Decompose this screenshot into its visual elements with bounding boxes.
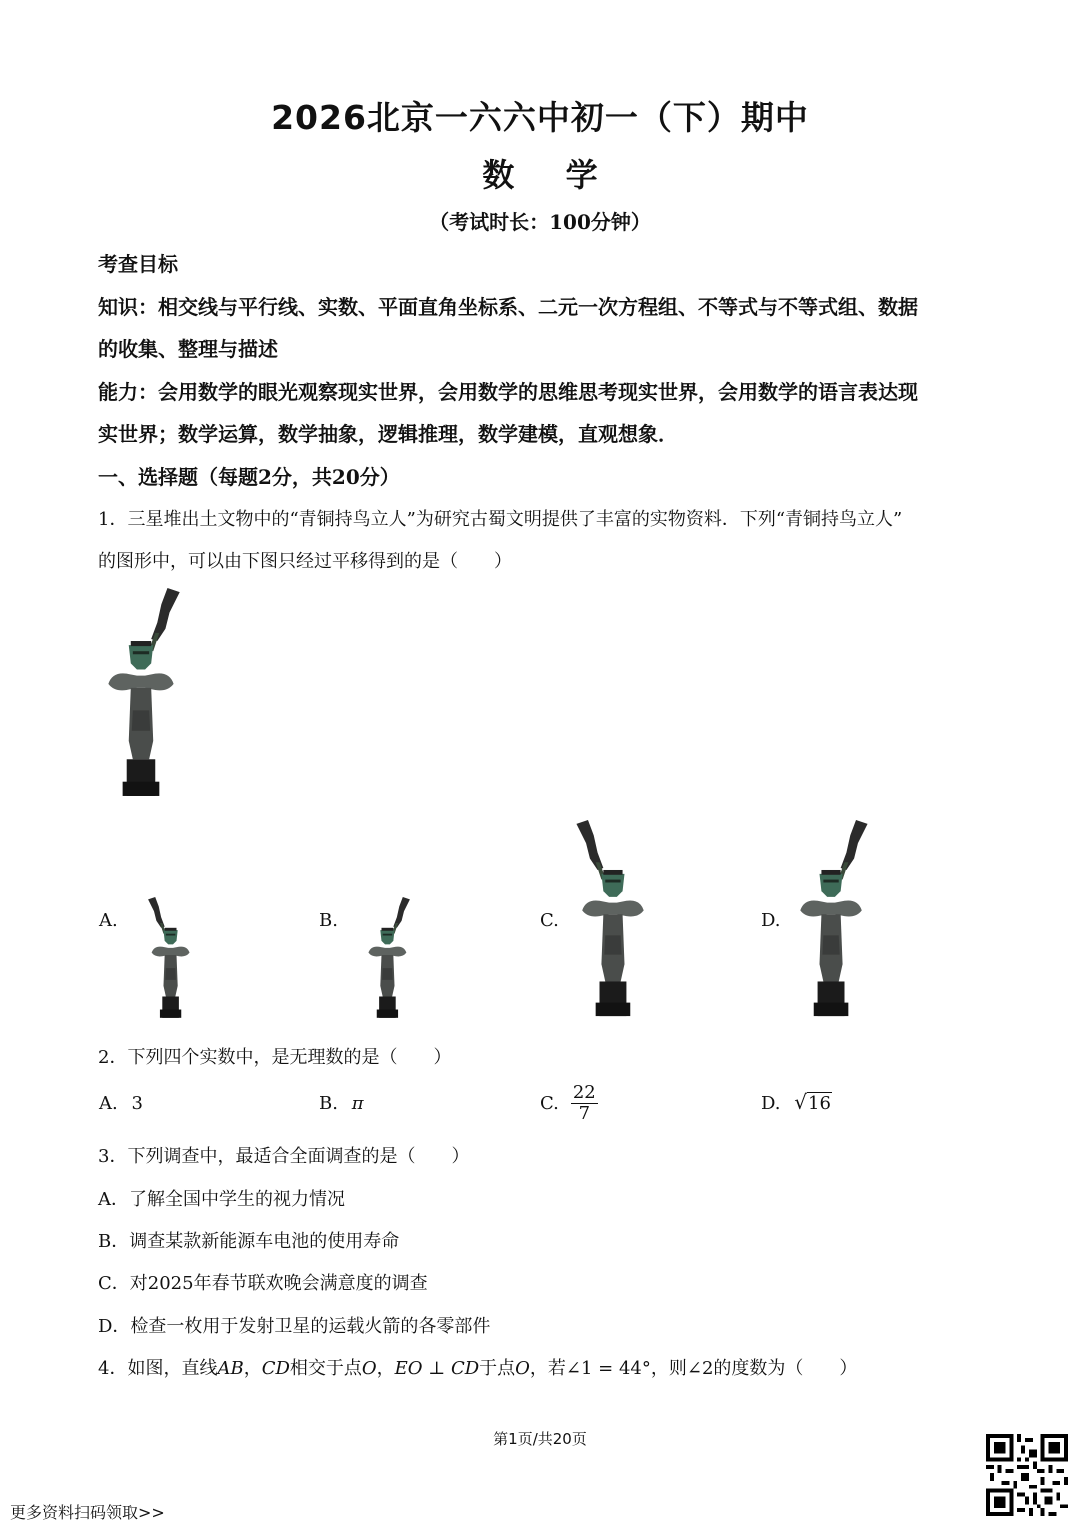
question-3-option-c: C．对2025年春节联欢晚会满意度的调查: [98, 1273, 428, 1294]
question-1-option-d-label: D.: [761, 910, 781, 931]
page-number: 第1页/共20页: [493, 1430, 587, 1448]
option-b-label: B.: [319, 1093, 338, 1114]
question-2-option-b: [319, 1093, 364, 1114]
question-2-option-c: [540, 1076, 598, 1130]
more-resources-link[interactable]: 更多资料扫码领取>>: [10, 1503, 165, 1522]
option-b-value: π: [351, 1093, 364, 1114]
question-1-option-a-label: A.: [99, 910, 118, 931]
question-1-line-1: 1．三星堆出土文物中的“青铜持鸟立人”为研究古蜀文明提供了丰富的实物资料．下列“青铜持鸟立人”: [98, 509, 903, 530]
option-a-label: A.: [99, 1093, 118, 1114]
question-4-stem: [98, 1354, 998, 1380]
bronze-figure-option-a-image: [142, 897, 198, 1019]
q4-line-ab: AB: [217, 1358, 244, 1379]
exam-duration: （考试时长：100分钟）: [429, 210, 651, 234]
question-1-option-b-label: B.: [319, 910, 338, 931]
fraction-numerator: 22: [572, 1081, 596, 1103]
q4-text-1: 4．如图，直线: [98, 1358, 218, 1379]
q4-text-2: ，: [243, 1358, 262, 1379]
bronze-figure-reference-image: [96, 588, 188, 798]
objectives-knowledge-line-1: 知识：相交线与平行线、实数、平面直角坐标系、二元一次方程组、不等式与不等式组、数据: [98, 295, 918, 319]
q4-text-5: 于点: [479, 1358, 516, 1379]
q4-text-4: ，: [376, 1358, 395, 1379]
question-3-option-b: B．调查某款新能源车电池的使用寿命: [98, 1231, 400, 1252]
q4-text-3: 相交于点: [289, 1358, 362, 1379]
subject-title: 数 学: [482, 156, 598, 194]
question-2-option-a: [99, 1093, 143, 1114]
bronze-figure-option-d-image: [786, 820, 878, 1018]
objectives-heading: 考查目标: [98, 252, 178, 276]
objectives-ability-line-2: 实世界；数学运算，数学抽象，逻辑推理，数学建模，直观想象．: [98, 422, 678, 446]
objectives-ability-line-1: 能力：会用数学的眼光观察现实世界，会用数学的思维思考现实世界，会用数学的语言表达现: [98, 380, 918, 404]
q4-line-cd: CD: [261, 1358, 290, 1379]
option-c-fraction: [571, 1083, 598, 1124]
q4-perpendicular: EO ⊥ CD: [394, 1358, 480, 1379]
section-heading: 一、选择题（每题2分，共20分）: [98, 465, 400, 489]
q4-point-o: O: [361, 1358, 377, 1379]
radicand: 16: [808, 1093, 831, 1114]
exam-title: 2026北京一六六中初一（下）期中: [271, 98, 809, 137]
option-c-label: C.: [540, 1092, 559, 1114]
q4-point-o-2: O: [515, 1358, 530, 1379]
option-d-sqrt: [794, 1090, 832, 1114]
bronze-figure-option-b-image: [360, 897, 416, 1019]
objectives-knowledge-line-2: 的收集、整理与描述: [98, 337, 278, 361]
question-1-line-2: 的图形中，可以由下图只经过平移得到的是（ ）: [98, 551, 512, 572]
question-1-option-c-label: C.: [540, 910, 559, 931]
option-d-label: D.: [761, 1093, 781, 1114]
bronze-figure-option-c-image: [566, 820, 658, 1018]
option-a-value: 3: [131, 1093, 143, 1114]
question-3-stem: 3．下列调查中，最适合全面调查的是（ ）: [98, 1146, 470, 1167]
qr-code-icon[interactable]: [986, 1434, 1068, 1516]
question-2-option-d: [761, 1090, 832, 1114]
question-3-option-a: A．了解全国中学生的视力情况: [98, 1189, 345, 1210]
fraction-denominator: 7: [578, 1102, 591, 1124]
radical-sign-icon: √: [794, 1090, 807, 1114]
q4-text-6: ，若∠1 = 44°，则∠2的度数为（ ）: [529, 1358, 858, 1379]
question-3-option-d: D．检查一枚用于发射卫星的运载火箭的各零部件: [98, 1316, 491, 1337]
question-2-stem: 2．下列四个实数中，是无理数的是（ ）: [98, 1047, 452, 1068]
